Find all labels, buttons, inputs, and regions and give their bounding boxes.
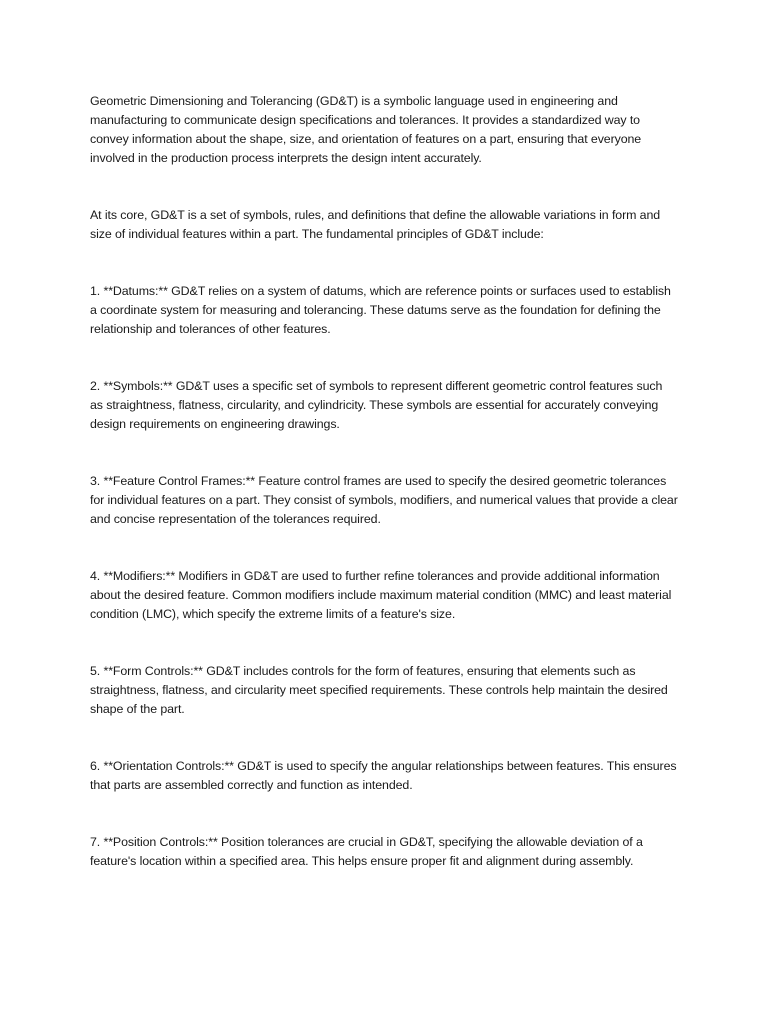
principles-intro-paragraph: At its core, GD&T is a set of symbols, rules, and definitions that define the allowable variations in form and size of individual features within a part. The fundamental principles of GD&T include: bbox=[90, 208, 661, 241]
list-item-form-controls: 5. **Form Controls:** GD&T includes controls for the form of features, ensuring that elements such as straightness, flatness, and circularity meet specified requirements. These controls help maintain the desired shape of the part. bbox=[90, 664, 668, 716]
list-item-feature-control-frames: 3. **Feature Control Frames:** Feature control frames are used to specify the desired geometric tolerances for individual features on a part. They consist of symbols, modifiers, and numerical values that provide a clear and concise representation of the tolerances required. bbox=[90, 474, 678, 526]
intro-paragraph: Geometric Dimensioning and Tolerancing (GD&T) is a symbolic language used in engineering and manufacturing to communicate design specifications and tolerances. It provides a standardized way to convey information about the shape, size, and orientation of features on a part, ensuring that everyone involved in the production process interprets the design intent accurately. bbox=[90, 94, 642, 165]
list-item-position-controls: 7. **Position Controls:** Position tolerances are crucial in GD&T, specifying the allowable deviation of a feature's location within a specified area. This helps ensure proper fit and alignment during assembly. bbox=[90, 835, 643, 868]
list-item-orientation-controls: 6. **Orientation Controls:** GD&T is used to specify the angular relationships between features. This ensures that parts are assembled correctly and function as intended. bbox=[90, 759, 677, 792]
list-item-datums: 1. **Datums:** GD&T relies on a system of datums, which are reference points or surfaces used to establish a coordinate system for measuring and tolerancing. These datums serve as the foundation for defining the relationship and tolerances of other features. bbox=[90, 284, 671, 336]
list-item-symbols: 2. **Symbols:** GD&T uses a specific set of symbols to represent different geometric control features such as straightness, flatness, circularity, and cylindricity. These symbols are essential for accurately conveying design requirements on engineering drawings. bbox=[90, 379, 663, 431]
list-item-modifiers: 4. **Modifiers:** Modifiers in GD&T are used to further refine tolerances and provide additional information about the desired feature. Common modifiers include maximum material condition (MMC) and least material condition (LMC), which specify the extreme limits of a feature's size. bbox=[90, 569, 672, 621]
